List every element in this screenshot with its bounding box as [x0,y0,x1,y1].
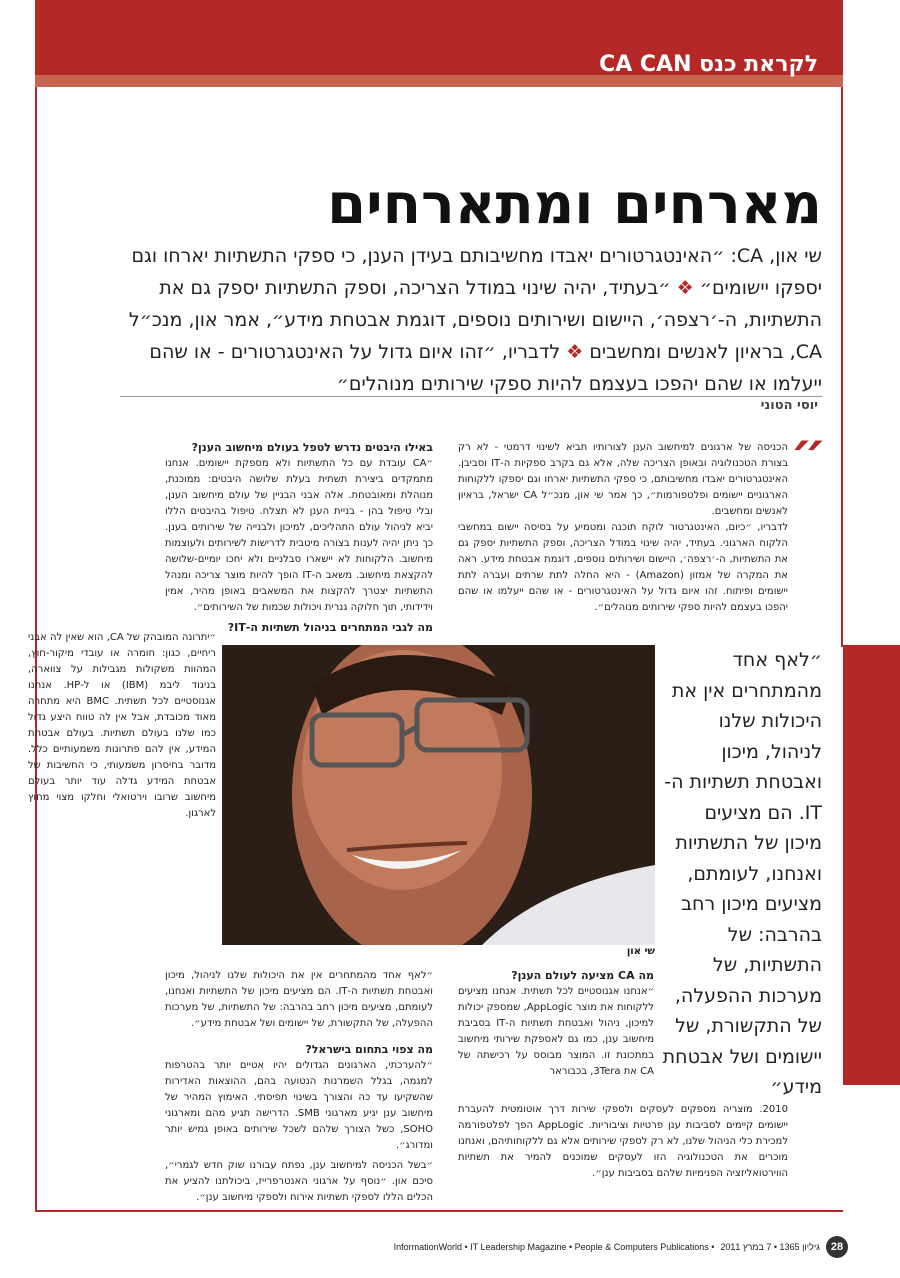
answer-text: ״להערכתי, הארגונים הגדולים יהיו אטיים יותר בהטרפות למגמה, בגלל השמרנות הנטועה בהם, ההוצאות האדירות שהשקיעו עד כה והצורך בשינוי תפיסתי. האימוץ המהיר של מיחשוב ענן יגיע מארגוני SMB. הדרישה תגיע מהם ומארגוני SOHO, כשל הצורך שלהם לשכל שירותים באופן גמיש יותר ומדורג״. [165,1060,434,1151]
frame-bottom [35,1210,843,1212]
photo-caption: שי און [626,946,655,957]
intro-paragraph: הכניסה של ארגונים למיחשוב הענן לצורותיו תביא לשינוי דרמטי - לא רק בצורת הטכנולוגיה ובאופן הצריכה שלה, אלא גם בקרב ספקיות ה-IT וסביבן. האינטגרטורים יאבדו מחשיבותם, כי ספקי התשתיות יארחו וגם יספקו ללקוחות הארגוניים יישומים ופלטפורמות״, כך אמר שי און, מנכ״ל CA ישראל, בראיון לאנשים ומחשבים. [458,442,788,517]
side-tab [843,645,900,1085]
qa-column-right-cont [458,1102,788,1182]
separator-icon: ❖ [676,277,694,299]
answer-text: ״לאף אחד מהמתחרים אין את היכולות שלנו לניהול, מיכון ואבטחת תשתיות ה-IT. הם מציעים מיכון של התשתיות ואנחנו, לעומתם, מציעים מיכון רחב בהרבה: של התשתיות, של מערכות ההפעלה, של התקשורת, של יישומים ושל אבטחת מידע״. [165,970,433,1029]
answer-text: ״אנחנו אגנוסטיים לכל תשתית. אנחנו מציעים ללקוחות את מוצר AppLogic, שמספק יכולות למיכון, ניהול ואבטחת תשתיות ה-IT בסביבת מיחשוב ענן, כמו גם לאספקת שירותי מיחשוב במתכונת זו. המוצר מבוסס על רכישתה של CA את 3Tera, בכבוראר [458,986,654,1077]
qa-column-top [165,440,433,636]
page-number: 28 [826,1236,848,1258]
frame-right [841,87,843,647]
question-heading: מה CA מציעה לעולם הענן? [511,969,654,982]
quote-mark-icon: ״ [790,422,827,482]
intro-column [458,440,788,616]
lead-part-1: שי און, CA: ״האינטגרטורים יאבדו מחשיבותם בעידן הענן, כי ספקי התשתיות יארחו וגם יספקו יישומים״ [131,245,822,299]
footer-publications: InformationWorld • IT Leadership Magazine • People & Computers Publications • [393,1242,715,1252]
lead-part-3: לדבריו, ״זהו איום גדול על האינטגרטורים - או שהם ייעלמו או שהם יהפכו בעצמם להיות ספקי שירותים מנוהלים״ [149,341,822,395]
qa-narrow-column [28,630,216,822]
question-heading: באילו היבטים נדרש לטפל בעולם מיחשוב הענן? [191,441,433,454]
answer-text: ״בשל הכניסה למיחשוב ענן, נפתח עבורנו שוק חדש לגמרי״, סיכם און. ״נוסף על ארגוני האנטרפרייז, ביכולתנו להציע את הכלים הללו לספקי תשתיות אירוח ולספקי מיחשוב ענן״. [165,1160,433,1203]
qa-column-right-bottom [458,968,654,1080]
question-heading: מה צפוי בתחום בישראל? [305,1043,433,1056]
footer-issue: גיליון 1365 • 7 במרץ 2011 [720,1242,820,1252]
author-byline: יוסי הטוני [760,398,818,413]
answer-text: ״CA עובדת עם כל התשתיות ולא מספקת יישומים. אנחנו מתמקדים ביצירת תשתית בעלת שלושה היבטים: ממוכנת, מנוהלת ומאובטחת. אלה אבני הבניין של עולם מיחשוב הענן, ובלי טיפול בהן - בניית הענן לא תצלח. טיפול בהיבטים הללו יביא לניהול עולם התהליכים, למיכון ולבנייה של שירותים בענן. כך ניתן יהיה לענות בצורה מיטבית לדרישות לשירותים ולעוצמות מיחשוב. הלקוחות לא יישארו סבלניים ולא יחכו יומיים-שלושה להקצאת מיחשוב. משאב ה-IT הופך להיות מוצר צריכה ומנהל התשתיות יצטרך להקצות את המשאבים באופן מהיר, אמין וידידותי, תוך חלוקה גנרית ויכולות שכמות של השירותים״. [165,458,433,613]
portrait-photo [222,645,655,945]
answer-text: 2010. מוצריה מספקים לעסקים ולספקי שירות דרך אוטומטית להעברת יישומים קיימים לסביבות ענן פרטיות וציבוריות. AppLogic הפך לפלטפורמה למכירת כלי הניהול שלנו, לא רק לספקי שירותים אלא גם ללקוחותיהם, ואנחנו מוכרים את הטכנולוגיה הזו לעסקים שמוכנים להמיר את תשתיות הווירטואליזציה הפנימיות שלהם בסביבות ענן״. [458,1104,789,1179]
page-footer [394,1236,848,1258]
divider [120,396,822,397]
answer-text: ״יתרונה המובהק של CA, הוא שאין לה אבני ריחיים, כגון: חומרה או עובדי מיקור-חוץ, המהוות משקולות מגבילות על צווארה, בניגוד ליבמ (IBM) או ל-HP. אנחנו אגנוסטיים לכל תשתית. BMC היא מתחרה מאוד מכובדת, אבל אין לה טווח היצע גדול כמו שלנו בעולם תשתיות. בעולם אבטחת המידע, אין להם פתרונות משמעותיים כלל. מדובר בחיסרון משמעותי, כי החשיבות של אבטחת המידע גדלה עוד יותר בעולם מיחשוב שרובו וירטואלי וחלקו מצוי מחוץ לארגון. [28,632,216,819]
section-title: לקראת כנס CA CAN [599,52,818,77]
intro-paragraph: לדבריו, ״כיום, האינטגרטור לוקח תוכנה ומטמיע על בסיסה יישום במחשבי הלקוח הארגוני. בעתיד, יהיה שינוי במודל הצריכה, וספק התשתיות יספק גם את התשתיות, ה-׳רצפה׳, היישום ושירותים נוספים, דוגמת אבטחת מידע. ראה את המקרה של אמזון (Amazon) - היא החלה לתת שרתים ועברה לתת יישומים ופיתוח. זהו איום גדול על האינטגרטורים - או שהם ייעלמו או שהם יהפכו בעצמם להיות ספקי שירותים מנוהלים״. [458,522,788,613]
separator-icon: ❖ [566,341,584,363]
question-heading: מה לגבי המתחרים בניהול תשתיות ה-IT? [227,621,433,634]
pull-quote: ״לאף אחד מהמתחרים אין את היכולות שלנו לניהול, מיכון ואבטחת תשתיות ה-IT. הם מציעים מיכון של התשתיות ואנחנו, לעומתם, מציעים מיכון רחב בהרבה: של התשתיות, של מערכות ההפעלה, של התקשורת, של יישומים ושל אבטחת מידע״ [662,649,822,1098]
lead-paragraph [120,240,822,400]
lead-part-2: ״בעתיד, יהיה שינוי במודל הצריכה, וספק התשתיות יספק גם את התשתיות, ה-׳רצפה׳, היישום ושירותים נוספים, דוגמת אבטחת מידע״, אמר און, מנכ״ל CA, בראיון לאנשים ומחשבים [128,277,822,363]
qa-column-bottom [165,968,433,1206]
headline: מארחים ומתארחים [327,172,822,237]
